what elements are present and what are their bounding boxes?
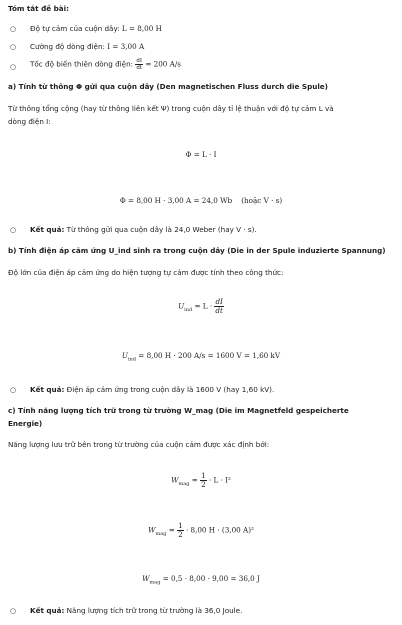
summary-item-rate [30,58,181,71]
formula-lhs: W [171,475,179,485]
part-c-result [30,606,242,616]
fraction-numerator: dI [215,297,223,306]
part-a-heading: a) Tính từ thông Φ gửi qua cuộn dây (Den magnetischen Fluss durch die Spule) [8,82,328,91]
formula-eq: = L · [194,301,213,311]
part-a-calc-alt: (hoặc V · s) [241,196,283,205]
result-label: Kết quả: [30,385,65,394]
part-b-result [30,385,274,395]
summary-item-label: Cường độ dòng điện: [30,42,105,51]
part-b-calc [0,351,402,364]
bullet-icon: ○ [10,226,17,234]
fraction-denominator: 2 [201,479,206,489]
calc-sub: mag [149,579,161,586]
calc-fraction [177,522,184,539]
calc-sub: mag [155,530,167,537]
part-c-formula: $W_{mag}$ = $\frac{1}{2}$ · L · I² [171,471,231,489]
fraction-numerator: 1 [201,471,206,480]
part-a-calc-main: Φ = 8,00 H · 3,00 A = 24,0 Wb [119,196,233,205]
part-c-calc-1: $W_{mag}$ = $\frac{1}{2}$ · 8,00 H · (3,00 A)² [148,521,254,539]
formula-fraction [200,472,207,489]
summary-heading: Tóm tắt đề bài: [8,4,69,13]
calc-lhs: U [121,351,128,360]
summary-item-label: Tốc độ biến thiên dòng điện: [30,59,134,69]
formula-fraction [214,298,223,315]
part-b-formula [0,298,402,315]
summary-item-math: L = 8,00 H [121,24,162,33]
bullet-icon: ○ [10,386,17,394]
formula-sub: ind [184,306,193,313]
part-c-heading-1: c) Tính năng lượng tích trữ trong từ trường W_mag (Die im Magnetfeld gespeicherte [8,406,349,415]
part-a-formula: Φ = L · I [185,150,217,159]
part-a-text-2: dòng điện I: [8,117,51,126]
result-text: Từ thông gửi qua cuộn dây là 24,0 Weber (hay V · s). [66,225,257,234]
part-a-result [30,225,257,235]
calc-lhs: W [142,574,150,583]
formula-lhs: U [178,301,185,311]
part-c-text: Năng lượng lưu trữ bên trong từ trường của cuộn cảm được xác định bởi: [8,440,270,449]
bullet-icon: ○ [10,25,17,33]
part-a-text-1: Từ thông tổng cộng (hay từ thông liên kết Ψ) trong cuộn dây tỉ lệ thuận với độ tự cảm L và [8,104,334,113]
formula-rest: · L · I² [208,475,231,485]
summary-item-math: = 200 A/s [145,59,181,69]
result-text: Điện áp cảm ứng trong cuộn dây là 1600 V (hay 1,60 kV). [66,385,275,394]
fraction-denominator: dt [136,65,143,72]
calc-lhs: W [148,525,156,535]
part-b-heading: b) Tính điện áp cảm ứng U_ind sinh ra trong cuộn dây (Die in der Spule induzierte Spannung) [8,246,386,255]
result-label: Kết quả: [30,606,65,615]
result-label: Kết quả: [30,225,65,234]
bullet-icon: ○ [10,43,17,51]
part-c-calc-2 [0,574,402,587]
calc-rest: = 0,5 · 8,00 · 9,00 = 36,0 J [162,574,260,583]
summary-item-label: Độ tự cảm của cuộn dây: [30,24,120,33]
summary-item-current [30,42,144,52]
formula-sub: mag [178,480,190,487]
summary-fraction [135,58,143,71]
fraction-numerator: 1 [178,521,183,530]
fraction-denominator: 2 [178,529,183,539]
part-b-text: Độ lớn của điện áp cảm ứng do hiện tượng tự cảm được tính theo công thức: [8,268,284,277]
bullet-icon: ○ [10,607,17,615]
result-text: Năng lượng tích trữ trong từ trường là 36,0 Joule. [66,606,243,615]
fraction-denominator: dt [215,305,223,315]
summary-item-inductance [30,24,162,34]
part-c-heading-2: Energie) [8,419,43,428]
fraction-numerator: dI [136,58,143,64]
bullet-icon: ○ [10,63,17,71]
calc-sub: ind [127,356,136,363]
part-a-calc [0,196,402,206]
calc-rest: · 8,00 H · (3,00 A)² [185,525,254,535]
summary-item-math: I = 3,00 A [107,42,145,51]
calc-rest: = 8,00 H · 200 A/s = 1600 V = 1,60 kV [138,351,281,360]
